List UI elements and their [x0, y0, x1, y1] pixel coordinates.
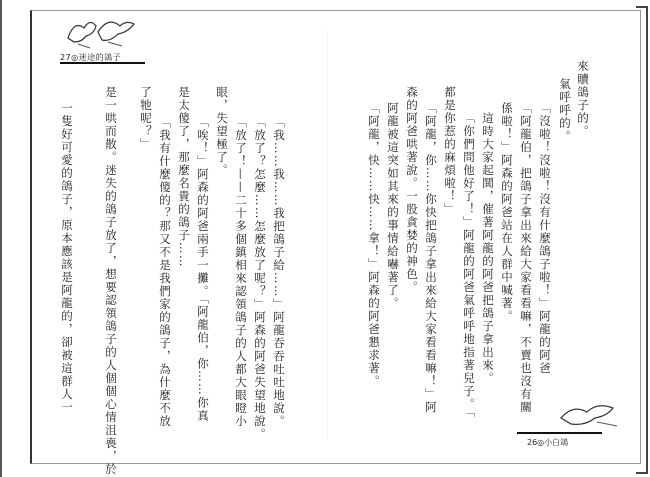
- text-column: 來贖鴿子的。: [576, 60, 590, 138]
- text-column: 「阿龍伯，把鴿子拿出來給大家看看嘛，不賣也沒有關: [519, 102, 533, 414]
- text-column: 「放了！——二十多個鎮相來認領鴿子的人都大眼瞪小: [234, 116, 248, 428]
- text-column: 了牠呢？」: [139, 86, 153, 151]
- text-column: 森的阿爸哄著說。一股貪婪的神色。: [405, 86, 419, 294]
- page-edge-bracket: [636, 6, 648, 474]
- text-column: 這時大家起鬨，催著阿龍的阿爸把鴿子拿出來。: [481, 112, 495, 385]
- text-column: 「放了？怎麼……怎麼放了呢？」阿森的阿爸失望地說。: [253, 116, 267, 441]
- text-column: 是太傻了，那麼名貴的鴿子……: [177, 86, 191, 268]
- text-column: 「唉！」阿森的阿爸兩手一攤。「阿龍伯，你……你真: [196, 116, 210, 423]
- text-column: 阿龍被這突如其來的事情給嚇著了。: [386, 102, 400, 310]
- right-header-rule: [517, 432, 602, 434]
- page-gutter: [327, 30, 328, 440]
- text-column: 氣呼呼的。: [558, 78, 572, 143]
- bird-illustration-icon: [64, 14, 142, 50]
- text-column: 「沒啦！沒啦！沒有什麼鴿子啦！」阿龍的阿爸: [538, 102, 552, 375]
- text-column: 「阿龍，你……你快把鴿子拿出來給大家看看嘛！」阿: [424, 102, 438, 414]
- bird-illustration-icon: [557, 400, 627, 430]
- left-header-rule: [60, 62, 145, 64]
- text-column: 眼，失望極了。: [215, 86, 229, 177]
- text-column: 「我……我……我把鴿子給……」阿龍吞吞吐吐地說。: [272, 116, 286, 428]
- text-column: 一隻好可愛的鴿子，原本應該是阿龍的，卻被這群人一: [60, 102, 74, 414]
- text-column: 「你們問他好了！」阿龍的阿爸氣呼呼地指著兒子。「: [462, 112, 476, 419]
- text-column: 「阿龍，快……快……拿！」阿森的阿爸懇求著。: [367, 102, 381, 388]
- text-column: 是一哄而散。迷失的鴿子放了，想要認領鴿子的人個個心情沮喪，於: [104, 86, 118, 476]
- text-column: 「我有什麼傻的？那又不是我們家的鴿子，為什麼不放: [158, 116, 172, 428]
- left-page-header: 27◎迷途的鴿子: [60, 53, 122, 62]
- right-page-header: 26◎小白鴿: [527, 438, 569, 447]
- text-column: 都是你惹的麻煩啦！」: [443, 86, 457, 216]
- text-column: 係啦！」阿森的阿爸站在人群中喊著。: [500, 102, 514, 323]
